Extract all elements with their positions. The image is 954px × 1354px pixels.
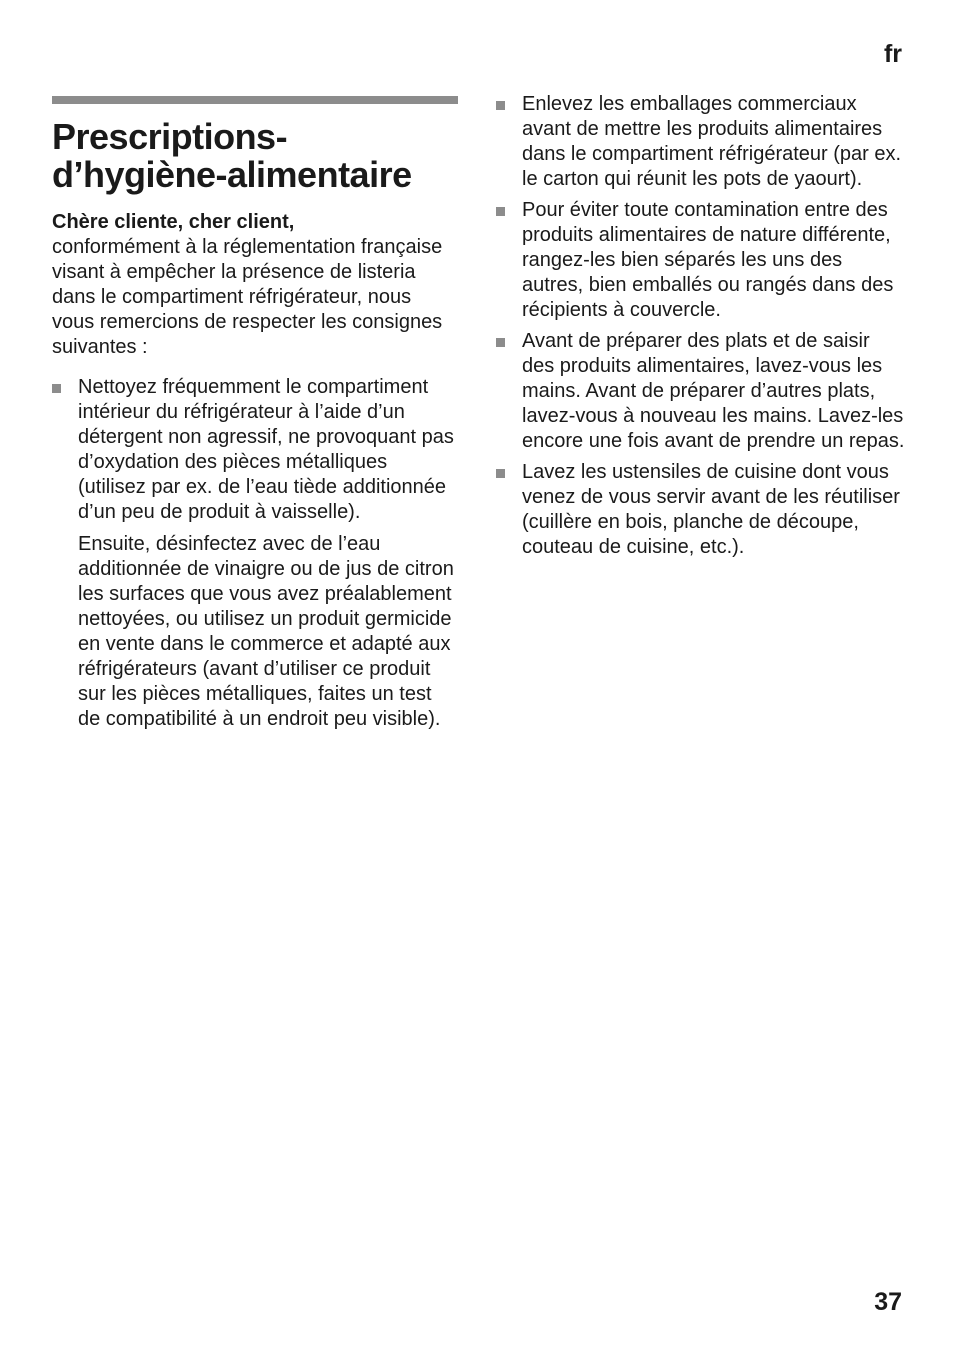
list-item-text: Nettoyez fréquemment le compartiment intérieur du réfrigérateur à l’aide d’un détergent non agressif, ne provoquant pas d’oxydation des pièces métalliques (utilisez par ex. de l’eau tiède additionnée d’un peu de produit à vaisselle). [78,376,454,523]
page-number: 37 [874,1288,902,1316]
right-bullet-list [496,92,906,560]
list-item-text: Avant de préparer des plats et de saisir des produits alimentaires, lavez-vous les mains. Avant de préparer d’autres plats, lavez-vous à nouveau les mains. Lavez-les encore une fois avant de prendre un repas. [522,330,905,452]
square-bullet-icon [496,101,505,110]
list-item [496,460,906,560]
section-title-rule [52,96,458,104]
section-title-line-1: Prescriptions- [52,116,288,157]
left-column [52,96,458,732]
list-item-text: Pour éviter toute contamination entre des produits alimentaires de nature différente, rangez-les bien séparés les uns des autres, bien emballés ou rangés dans des récipients à couvercle. [522,199,894,321]
left-bullet-list [52,375,458,732]
list-item [496,198,906,323]
square-bullet-icon [496,469,505,478]
list-item [496,329,906,454]
square-bullet-icon [496,207,505,216]
list-item [52,375,458,732]
square-bullet-icon [496,338,505,347]
list-item-text: Enlevez les emballages commerciaux avant de mettre les produits alimentaires dans le compartiment réfrigérateur (par ex. le carton qui réunit les pots de yaourt). [522,93,902,190]
intro-text: conformément à la réglementation française visant à empêcher la présence de listeria dans le compartiment réfrigérateur, nous vous remercions de respecter les consignes suivantes : [52,236,443,358]
list-item [496,92,906,192]
language-tag: fr [883,40,902,68]
right-column [496,92,906,566]
salutation: Chère cliente, cher client, [52,211,295,233]
square-bullet-icon [52,384,61,393]
section-title [52,118,458,194]
list-item-continuation: Ensuite, désinfectez avec de l’eau additionnée de vinaigre ou de jus de citron les surfaces que vous avez préalablement nettoyées, ou utilisez un produit germicide en vente dans le commerce et adapté aux réfrigérateurs (avant d’utiliser ce produit sur les pièces métalliques, faites un test de compatibilité à un endroit peu visible). [78,533,454,730]
intro-paragraph [52,210,458,360]
section-title-line-2: d’hygiène-alimentaire [52,154,412,195]
list-item-text: Lavez les ustensiles de cuisine dont vous venez de vous servir avant de les réutiliser (cuillère en bois, planche de découpe, couteau de cuisine, etc.). [522,461,900,558]
